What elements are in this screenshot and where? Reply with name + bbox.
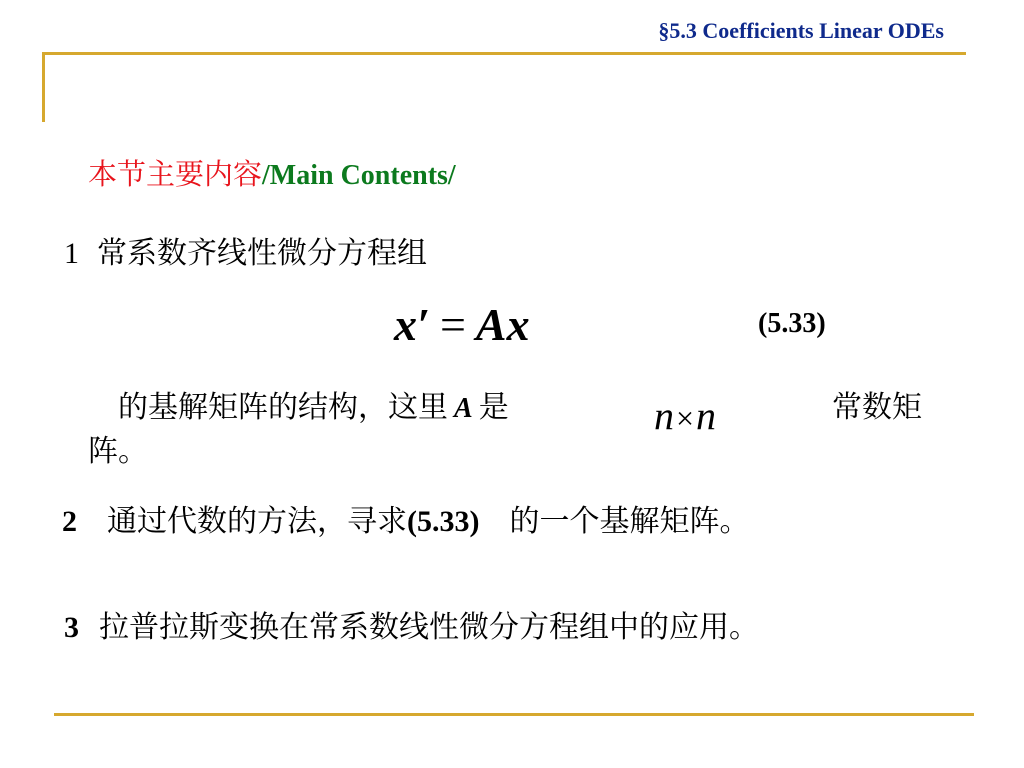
item-2-number: 2 bbox=[62, 505, 77, 538]
left-divider bbox=[42, 52, 45, 122]
equation-operator: = bbox=[439, 299, 466, 350]
item-2-text-after: 的一个基解矩阵。 bbox=[509, 504, 750, 539]
equation-5-33 bbox=[394, 298, 530, 351]
bottom-divider bbox=[54, 713, 974, 716]
heading-chinese: 本节主要内容 bbox=[88, 157, 263, 191]
equation-lhs: x′ bbox=[394, 299, 430, 350]
item-1-text: 常系数齐线性微分方程组 bbox=[97, 236, 427, 271]
matrix-symbol: A bbox=[454, 393, 473, 424]
item-2-equation-ref: (5.33) bbox=[407, 505, 480, 538]
heading-english: /Main Contents/ bbox=[262, 160, 456, 191]
equation-label: (5.33) bbox=[758, 308, 826, 339]
top-divider bbox=[42, 52, 966, 55]
section-heading bbox=[88, 152, 456, 193]
description-part-2: 是 bbox=[478, 390, 509, 425]
item-3-text: 拉普拉斯变换在常系数线性微分方程组中的应用。 bbox=[99, 610, 759, 645]
slide-header-title: §5.3 Coefficients Linear ODEs bbox=[658, 18, 944, 43]
description-line-1 bbox=[118, 382, 509, 426]
item-2-text-before: 通过代数的方法，寻求 bbox=[107, 504, 407, 539]
description-part-4: 阵。 bbox=[88, 434, 148, 469]
list-item-3 bbox=[64, 602, 759, 646]
matrix-size bbox=[654, 392, 716, 439]
matrix-size-n1: n bbox=[654, 393, 674, 438]
item-1-number: 1 bbox=[64, 237, 79, 270]
description-part-1: 的基解矩阵的结构，这里 bbox=[118, 390, 448, 425]
description-part-3: 常数矩 bbox=[832, 390, 922, 425]
item-3-number: 3 bbox=[64, 611, 79, 644]
matrix-size-times: × bbox=[676, 400, 695, 436]
list-item-1 bbox=[64, 228, 427, 272]
matrix-size-n2: n bbox=[696, 393, 717, 438]
equation-rhs: Ax bbox=[475, 299, 530, 350]
list-item-2 bbox=[62, 496, 749, 540]
